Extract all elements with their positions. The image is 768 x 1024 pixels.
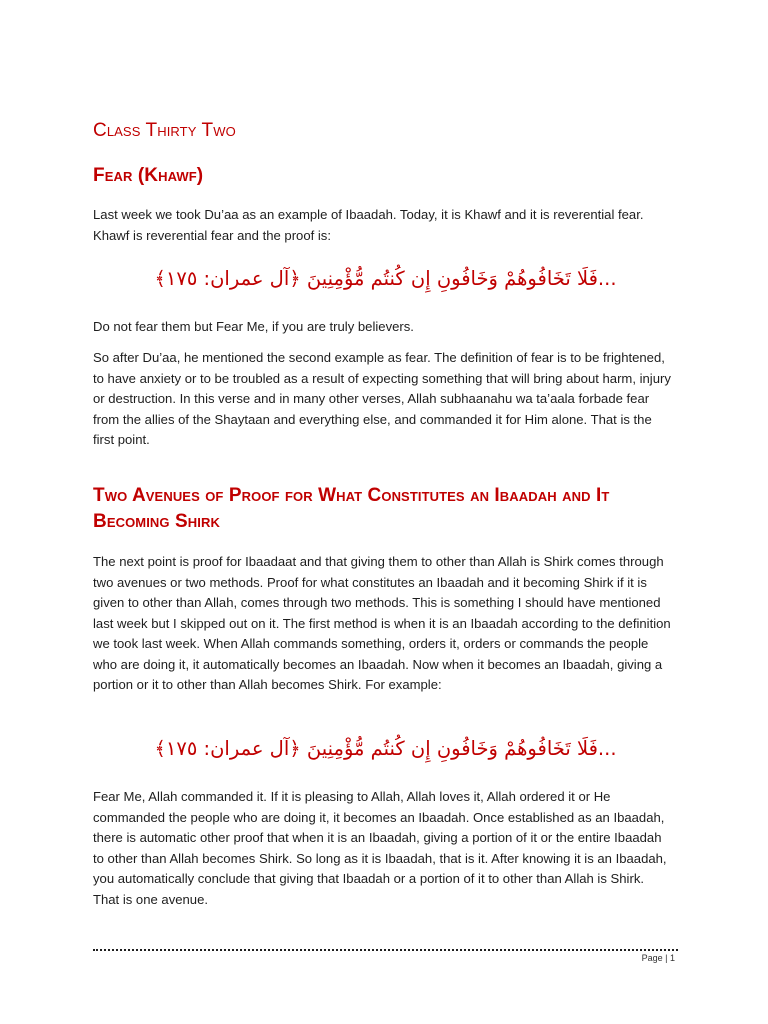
intro-paragraph: Last week we took Du’aa as an example of Ibaadah. Today, it is Khawf and it is reverential fear. Khawf is reverential fear and the proof is: xyxy=(93,207,644,243)
fear-definition-paragraph: So after Du’aa, he mentioned the second example as fear. The definition of fear is to be frightened, to have anxiety or to be troubled as a result of expecting something that will bring about harm, injury or destruction. In this verse and in many other verses, Allah subhaanahu wa ta’aala forbade fear from the allies of the Shaytaan and everything else, and commanded it for Him alone. That is the first point. xyxy=(93,350,671,447)
fear-heading: Fear (Khawf) xyxy=(93,165,204,186)
class-title: Class Thirty Two xyxy=(93,120,236,141)
quran-verse-2: ...فَلَا تَخَافُوهُمْ وَخَافُونِ إِن كُنتُم مُّؤْمِنِينَ ﴿آل عمران: ١٧٥﴾ xyxy=(154,737,617,760)
conclusion-paragraph: Fear Me, Allah commanded it. If it is pleasing to Allah, Allah loves it, Allah ordered it or He commanded the people who are doing it, it becomes an Ibaadah. Once established as an Ibaadah, there is automatic other proof that when it is an Ibaadah, giving a portion of it or the entire Ibaadah to other than Allah becomes Shirk. So long as it is Ibaadah, that is it. After knowing it is an Ibaadah, you automatically conclude that giving that Ibaadah or a portion of it to other than Allah is Shirk. That is one avenue. xyxy=(93,789,667,907)
avenues-heading: Two Avenues of Proof for What Constitutes an Ibaadah and It Becoming Shirk xyxy=(93,485,610,532)
quran-verse-1: ...فَلَا تَخَافُوهُمْ وَخَافُونِ إِن كُنتُم مُّؤْمِنِينَ ﴿آل عمران: ١٧٥﴾ xyxy=(154,267,617,290)
page-number: Page | 1 xyxy=(641,953,675,963)
avenues-paragraph: The next point is proof for Ibaadaat and that giving them to other than Allah is Shirk comes through two avenues or two methods. Proof for what constitutes an Ibaadah and it becoming Shirk if it is given to other than Allah, comes through two methods. This is something I should have mentioned last week but I skipped out on it. The first method is when it is an Ibaadah according to the definition we took last week. When Allah commands something, orders it, orders or commands the people who are doing it, it automatically becomes an Ibaadah. Now when it becomes an Ibaadah, giving a portion or it to other than Allah becomes Shirk. For example: xyxy=(93,554,671,692)
footer-divider xyxy=(93,949,678,951)
verse-translation: Do not fear them but Fear Me, if you are truly believers. xyxy=(93,319,414,334)
